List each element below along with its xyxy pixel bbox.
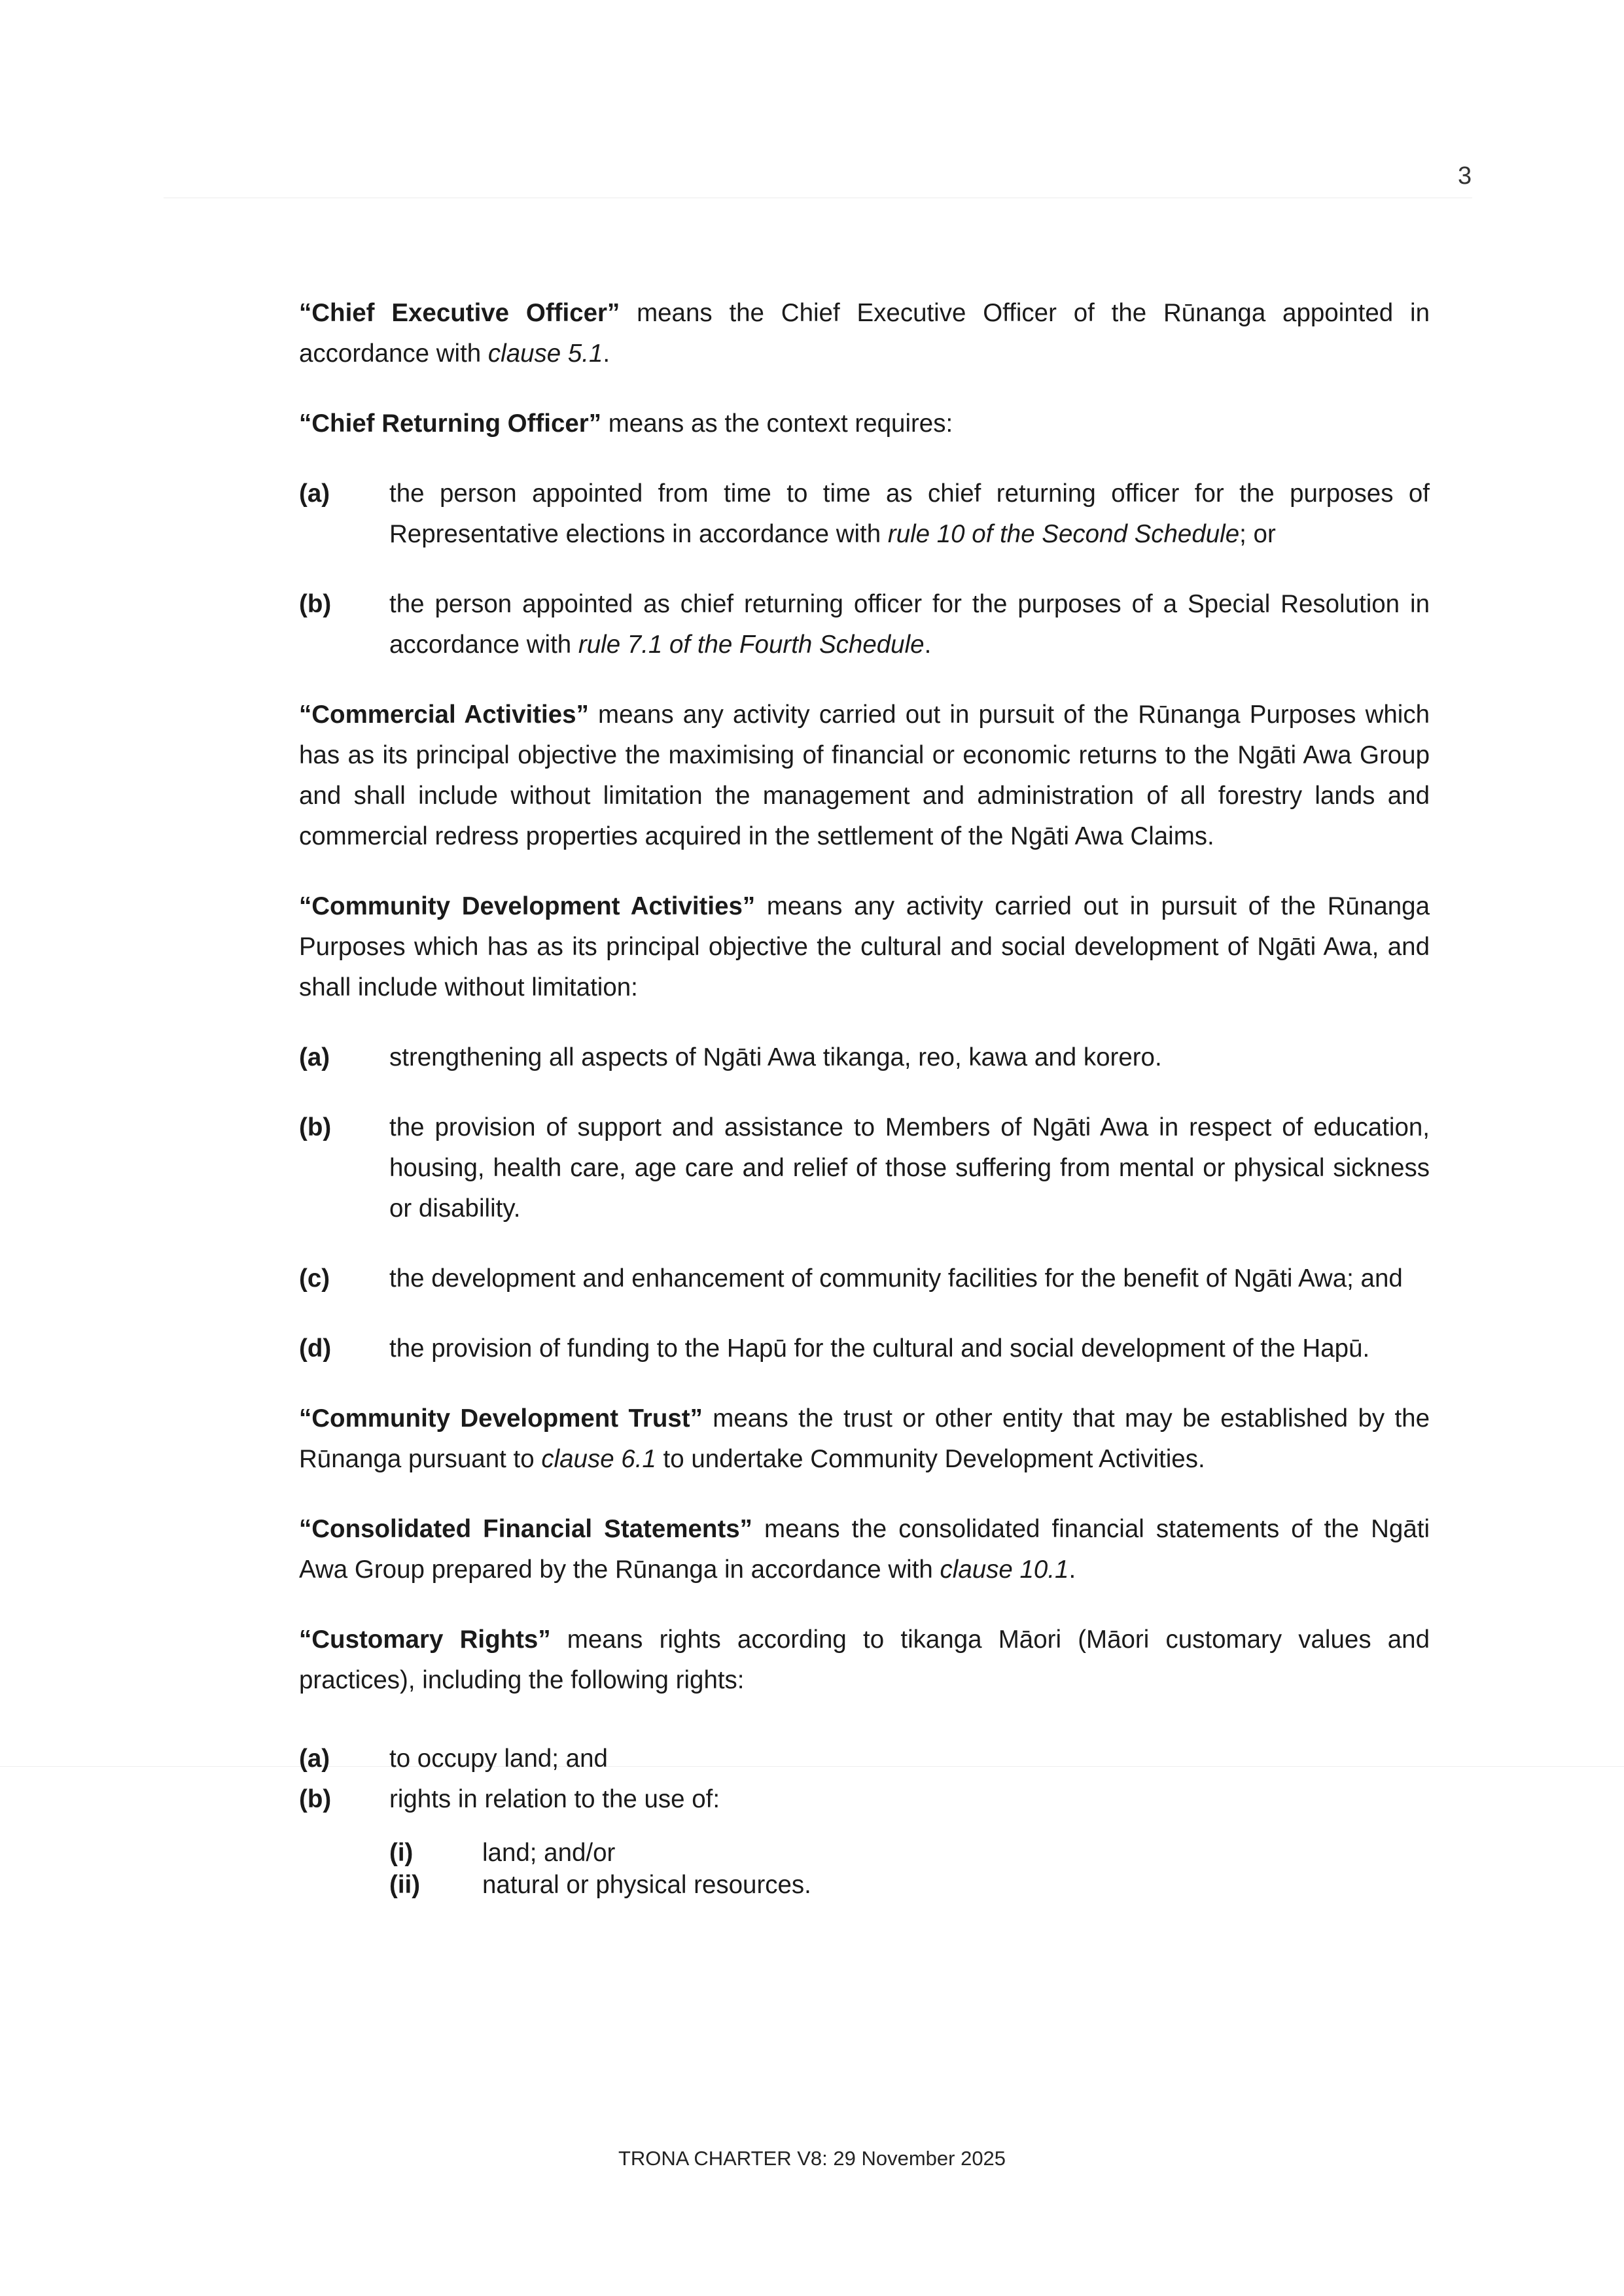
definition-community-development-trust: “Community Development Trust” means the trust or other entity that may be established by the Rūnanga pursuant to clause 6.1 to undertake Community Development Activities. (299, 1404, 1430, 1473)
definition-text: means the trust or other entity that may be established by the Rūnanga pursuant to (299, 1404, 1430, 1473)
rule-reference: rule 10 of the Second Schedule (887, 520, 1240, 548)
definition-text: means the Chief Executive Officer of the Rūnanga appointed in accordance with (299, 299, 1430, 368)
definition-term: “Consolidated Financial Statements” (299, 1515, 752, 1543)
list-item: (d) the provision of funding to the Hapū for the cultural and social development of the Hapū. (299, 1329, 1430, 1369)
sub-list (389, 1837, 1430, 1901)
list-item: (a) strengthening all aspects of Ngāti Awa tikanga, reo, kawa and korero. (299, 1037, 1430, 1078)
definition-term: “Customary Rights” (299, 1626, 551, 1654)
list-item: (c) the development and enhancement of community facilities for the benefit of Ngāti Awa; and (299, 1259, 1430, 1299)
definition-community-development-activities (299, 886, 1430, 1008)
definition-term: “Community Development Trust” (299, 1404, 703, 1433)
list-label: (b) (299, 1113, 332, 1141)
sub-list-item: (ii) natural or physical resources. (389, 1869, 1430, 1901)
sub-list-label: (ii) (389, 1871, 421, 1899)
list-item: (b) the provision of support and assistance to Members of Ngāti Awa in respect of education, housing, health care, age care and relief of those suffering from mental or physical sickness or disability. (299, 1107, 1430, 1229)
list-item: (b) the person appointed as chief returning officer for the purposes of a Special Resolution in accordance with rule 7.1 of the Fourth Schedule. (299, 584, 1430, 665)
definition-chief-returning-officer (299, 404, 1430, 444)
document-body (299, 293, 1430, 1901)
rule-reference: rule 7.1 of the Fourth Schedule (578, 631, 925, 659)
definition-term: “Commercial Activities” (299, 701, 589, 729)
sub-list-item: (i) land; and/or (389, 1837, 1430, 1869)
list-item: (b) rights in relation to the use of: (299, 1779, 1430, 1820)
list-label: (d) (299, 1334, 332, 1363)
definition-term: “Community Development Activities” (299, 892, 756, 920)
definition-term: “Chief Returning Officer” (299, 409, 602, 438)
list-label: (c) (299, 1264, 330, 1293)
clause-reference: clause 10.1 (940, 1556, 1069, 1584)
definition-text: means rights according to tikanga Māori (Māori customary values and practices), including the following rights: (299, 1626, 1430, 1694)
clause-reference: clause 6.1 (541, 1445, 656, 1473)
list-label: (a) (299, 1043, 330, 1071)
definition-commercial-activities (299, 695, 1430, 857)
definition-text: means the consolidated financial statements of the Ngāti Awa Group prepared by the Rūnanga in accordance with (299, 1515, 1430, 1584)
definition-term: “Chief Executive Officer” (299, 299, 620, 327)
page-number: 3 (1458, 162, 1472, 190)
list-label: (b) (299, 1785, 332, 1813)
definition-consolidated-financial-statements: “Consolidated Financial Statements” means the consolidated financial statements of the Ngāti Awa Group prepared by the Rūnanga in accordance with clause 10.1. (299, 1515, 1430, 1584)
definition-chief-executive-officer: “Chief Executive Officer” means the Chief Executive Officer of the Rūnanga appointed in accordance with clause 5.1. (299, 299, 1430, 368)
definition-text: means any activity carried out in pursuit of the Rūnanga Purposes which has as its principal objective the cultural and social development of Ngāti Awa, and shall include without limitation: (299, 892, 1430, 1001)
page-footer: TRONA CHARTER V8: 29 November 2025 (618, 2147, 1006, 2170)
definition-text: means as the context requires: (601, 409, 953, 438)
clause-reference: clause 5.1 (487, 339, 603, 368)
list-label: (b) (299, 590, 332, 618)
definition-text: means any activity carried out in pursuit of the Rūnanga Purposes which has as its principal objective the maximising of financial or economic returns to the Ngāti Awa Group and shall include without limitation the management and administration of all forestry lands and commercial redress properties acquired in the settlement of the Ngāti Awa Claims. (299, 701, 1430, 850)
list-label: (a) (299, 1745, 330, 1773)
definition-customary-rights (299, 1620, 1430, 1701)
sub-list-label: (i) (389, 1839, 414, 1867)
list-item: (a) to occupy land; and (299, 1739, 1430, 1779)
list-item: (a) the person appointed from time to time as chief returning officer for the purposes of Representative elections in accordance with rule 10 of the Second Schedule; or (299, 474, 1430, 555)
list-label: (a) (299, 479, 330, 508)
